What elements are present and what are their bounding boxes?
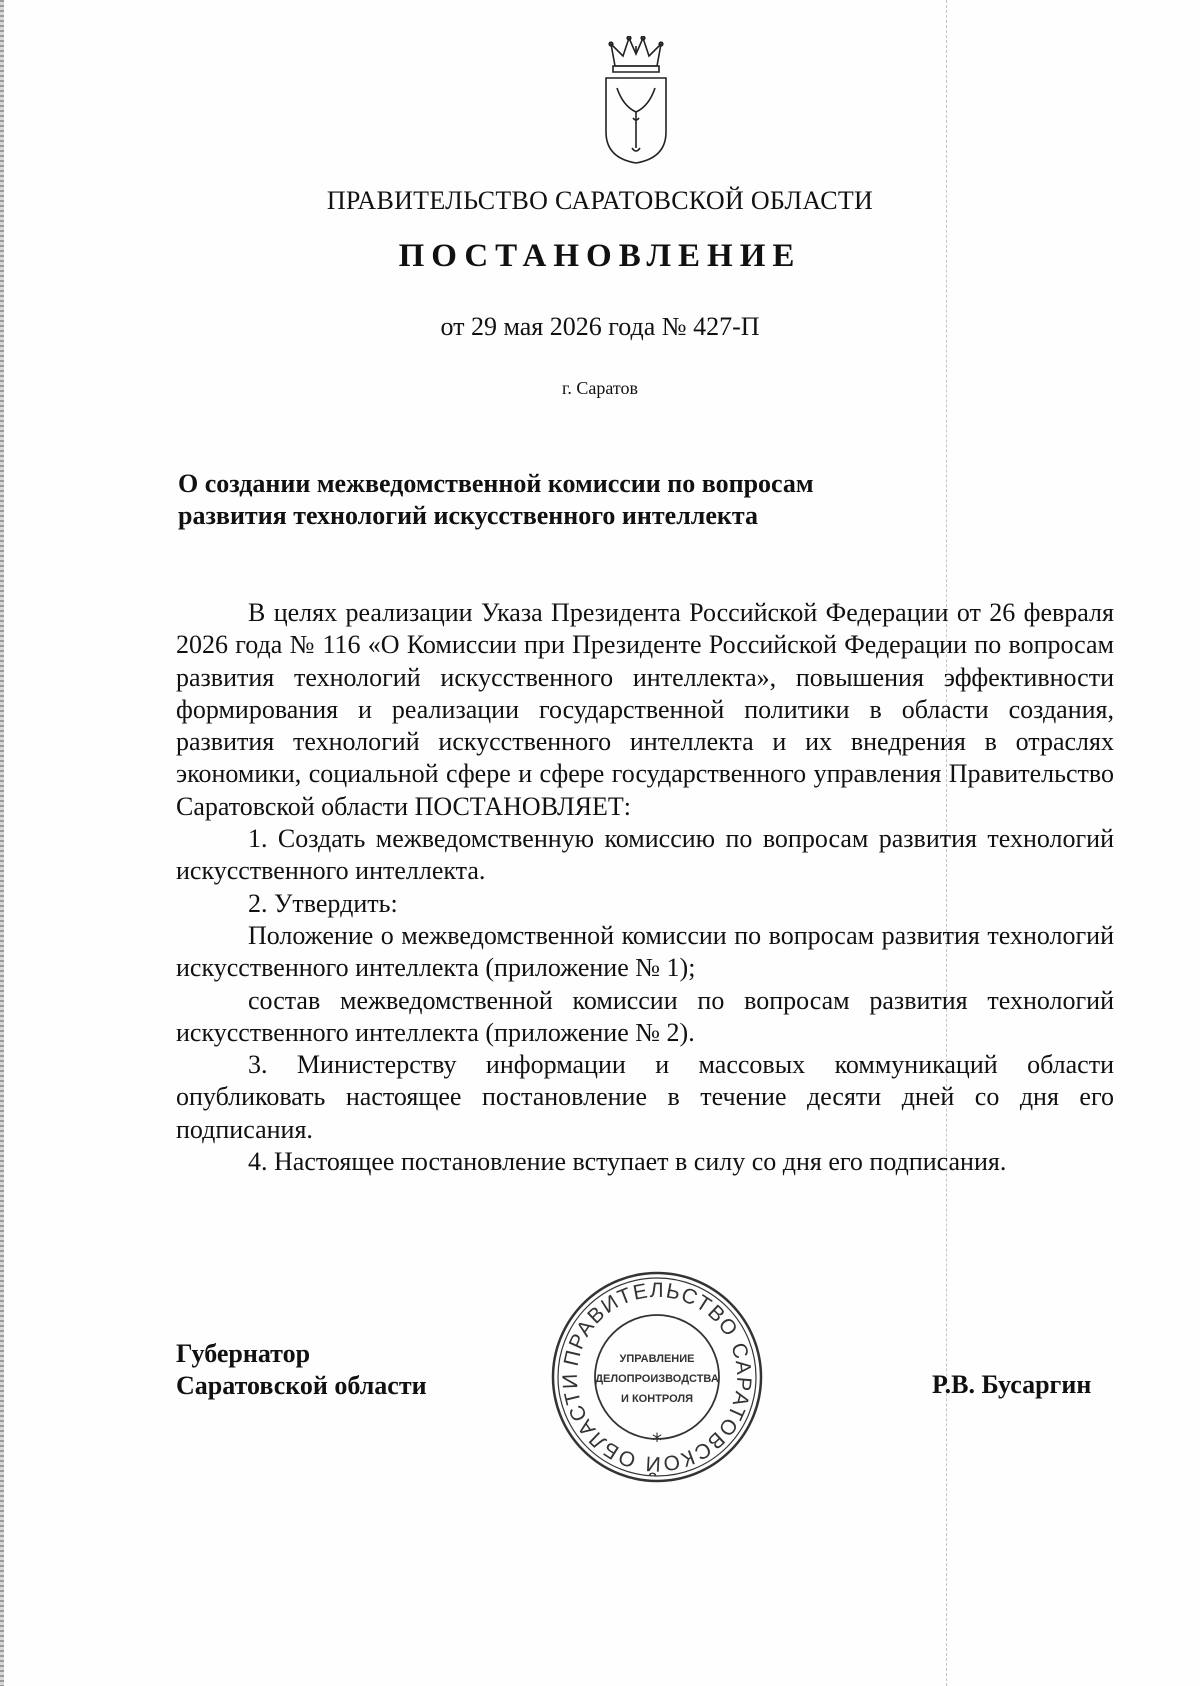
document-date-number: от 29 мая 2026 года № 427-П bbox=[440, 312, 760, 341]
title-line: развития технологий искусственного интеллекта bbox=[178, 501, 758, 530]
svg-text:*: * bbox=[652, 1429, 662, 1453]
document-body bbox=[176, 597, 1114, 1178]
signatory-title-line: Губернатор bbox=[176, 1339, 311, 1368]
stamp-inner-line: УПРАВЛЕНИЕ bbox=[619, 1353, 695, 1365]
stamp-outer-text: ПРАВИТЕЛЬСТВО САРАТОВСКОЙ ОБЛАСТИ bbox=[558, 1278, 756, 1476]
item-2a-paragraph: Положение о межведомственной комиссии по вопросам развития технологий искусственного интеллекта (приложение № 1); bbox=[176, 920, 1114, 983]
item-2-paragraph: 2. Утвердить: bbox=[248, 888, 398, 918]
authority-name: ПРАВИТЕЛЬСТВО САРАТОВСКОЙ ОБЛАСТИ bbox=[326, 186, 874, 215]
item-3-paragraph: 3. Министерству информации и массовых коммуникаций области опубликовать настоящее постановление в течение десяти дней со дня его подписания. bbox=[176, 1050, 1114, 1144]
signatory-title-line: Саратовской области bbox=[176, 1371, 427, 1400]
document-title bbox=[178, 468, 938, 532]
signatory-name: Р.В. Бусаргин bbox=[932, 1370, 1092, 1399]
document-type: ПОСТАНОВЛЕНИЕ bbox=[398, 238, 802, 274]
title-line: О создании межведомственной комиссии по вопросам bbox=[178, 469, 814, 498]
stamp-inner-line: И КОНТРОЛЯ bbox=[621, 1393, 693, 1405]
stamp-inner-line: ДЕЛОПРОИЗВОДСТВА bbox=[595, 1373, 719, 1385]
signatory-title bbox=[176, 1338, 427, 1402]
item-4-paragraph: 4. Настоящее постановление вступает в силу со дня его подписания. bbox=[248, 1147, 1007, 1177]
preamble-paragraph: В целях реализации Указа Президента Российской Федерации от 26 февраля 2026 года № 116 «О Комиссии при Президенте Российской Федерации по вопросам развития технологий искусственного интеллекта», повышения эффективности формирования и реализации государственной политики в области создания, развития технологий искусственного интеллекта и их внедрения в отраслях экономики, социальной сфере и сфере государственного управления Правительство Саратовской области ПОСТАНОВЛЯЕТ: bbox=[176, 598, 1114, 821]
coat-of-arms-icon bbox=[603, 36, 669, 164]
document-city: г. Саратов bbox=[562, 378, 638, 398]
item-1-paragraph: 1. Создать межведомственную комиссию по вопросам развития технологий искусственного интеллекта. bbox=[176, 824, 1114, 886]
item-2b-paragraph: состав межведомственной комиссии по вопросам развития технологий искусственного интеллекта (приложение № 2). bbox=[176, 985, 1114, 1047]
official-seal-stamp bbox=[550, 1270, 764, 1484]
